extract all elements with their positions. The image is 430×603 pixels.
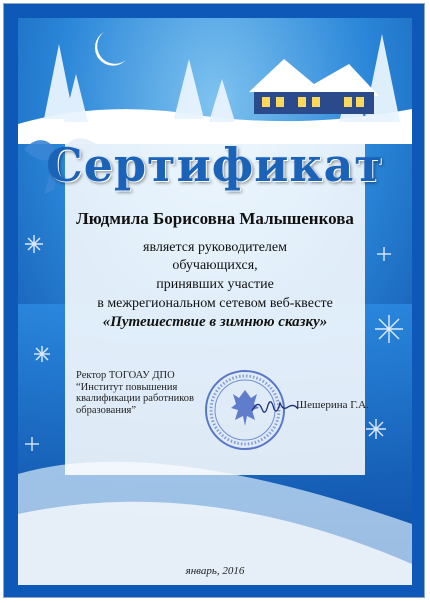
body-line: принявших участие [156,277,274,292]
signature-icon [250,395,300,419]
rector-line: квалификации работников [76,393,195,404]
quest-name: «Путешествие в зимнюю сказку» [102,314,328,330]
signer-name: Шешерина Г.А. [296,399,369,411]
issue-date: январь, 2016 [185,565,245,577]
rector-block [76,370,206,416]
rector-line: “Институт повышения [76,381,178,393]
body-line: является руководителем [143,240,287,255]
rector-line: образования” [76,404,137,416]
recipient-name: Людмила Борисовна Малышенкова [76,209,354,228]
body-line: в межрегиональном сетевом веб-квесте [97,296,333,311]
body-line: обучающихся, [172,258,258,273]
rector-line: Ректор ТОГОАУ ДПО [76,370,175,381]
certificate-title: Сертификат [46,138,384,192]
